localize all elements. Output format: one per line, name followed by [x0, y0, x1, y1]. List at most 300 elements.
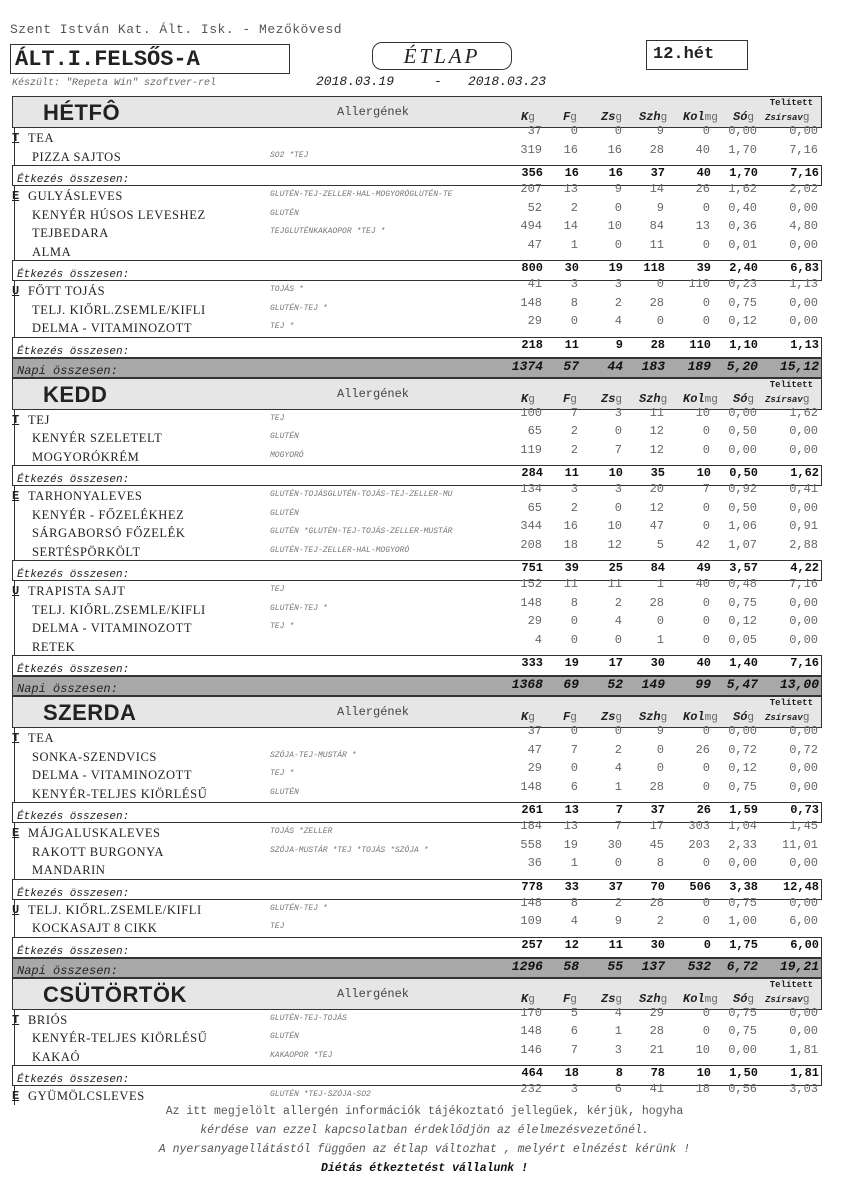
value-cell: 0 — [702, 295, 710, 310]
value-cell: 356 — [521, 166, 543, 180]
column-unit: g — [660, 112, 668, 124]
value-cell: 2,40 — [729, 261, 758, 275]
value-cell: 17 — [608, 656, 623, 670]
row-marker — [14, 918, 15, 937]
column-unit: g — [570, 993, 577, 1006]
value-cell: 6,00 — [790, 937, 819, 952]
column-header-0 — [521, 992, 535, 1006]
row-marker — [14, 842, 15, 861]
value-cell: 2 — [614, 742, 622, 757]
column-label: Zsírsav — [765, 394, 803, 405]
value-cell: 2 — [656, 914, 664, 928]
item-allergens: TEJ — [270, 585, 285, 594]
column-header-3 — [639, 392, 667, 406]
value-cell: 0,12 — [728, 314, 757, 328]
value-cell: 4,22 — [790, 561, 819, 575]
item-name: MÁJGALUSKALEVES — [28, 826, 161, 840]
value-cell: 1 — [614, 779, 622, 794]
value-cell: 3 — [614, 1042, 622, 1057]
value-cell: 751 — [521, 561, 543, 575]
daily-total-row — [12, 676, 822, 696]
value-cell: 0 — [570, 761, 578, 775]
value-cell: 41 — [649, 1082, 664, 1096]
value-cell: 0 — [656, 761, 664, 775]
value-cell: 148 — [520, 1024, 542, 1038]
value-cell: 20 — [649, 482, 664, 496]
value-cell: 148 — [520, 595, 542, 610]
value-cell: 0,00 — [789, 724, 818, 738]
value-cell: 1 — [570, 856, 578, 870]
item-allergens: GLUTÉN — [270, 208, 299, 218]
item-allergens: GLUTÉN *TEJ-SZÓJA-SO2 — [270, 1090, 371, 1099]
footer-diet-note: Diétás étkeztetést vállalunk ! — [320, 1162, 529, 1175]
column-unit: g — [747, 712, 755, 724]
value-cell: 11 — [564, 466, 579, 480]
value-cell: 152 — [520, 577, 542, 591]
value-cell: 0 — [702, 856, 710, 870]
page-title: ÉTLAP — [372, 42, 512, 70]
value-cell: 0,91 — [789, 519, 818, 533]
column-label: Só — [733, 710, 748, 724]
meal-code: T — [12, 412, 20, 427]
value-cell: 25 — [608, 561, 623, 575]
value-cell: 37 — [608, 879, 623, 894]
value-cell: 0,12 — [728, 614, 757, 628]
item-allergens: SZÓJA-TEJ-MUSTÁR * — [270, 750, 357, 760]
value-cell: 0,00 — [789, 895, 818, 910]
value-cell: 2,33 — [728, 837, 757, 852]
column-unit: g — [615, 393, 623, 406]
column-label: Zsírsav — [765, 994, 803, 1005]
item-name: GULYÁSLEVES — [28, 189, 123, 203]
value-cell: 1374 — [511, 358, 543, 374]
value-cell: 207 — [520, 182, 542, 196]
value-cell: 134 — [520, 482, 542, 496]
value-cell: 0,72 — [789, 742, 818, 757]
item-allergens: GLUTÉN-TEJ * — [270, 303, 328, 313]
column-header-6 — [765, 392, 809, 406]
value-cell: 99 — [695, 677, 711, 692]
item-name: KENYÉR-TELJES KIÖRLÉSŰ — [32, 786, 208, 801]
column-header-2 — [601, 392, 622, 406]
column-header-0 — [521, 710, 535, 724]
value-cell: 7 — [614, 442, 622, 457]
school-name: Szent István Kat. Ált. Isk. - Mezőkövesd — [10, 22, 343, 37]
column-label: K — [521, 710, 529, 724]
value-cell: 0,00 — [789, 500, 818, 515]
value-cell: 0 — [702, 761, 710, 775]
column-header-1 — [563, 110, 577, 124]
value-cell: 137 — [641, 958, 665, 974]
value-cell: 532 — [687, 958, 711, 974]
column-unit: g — [747, 112, 755, 124]
column-header-6 — [765, 992, 809, 1006]
value-cell: 0,72 — [728, 742, 757, 757]
menu-item-row — [12, 856, 822, 879]
value-cell: 0 — [614, 724, 622, 738]
value-cell: 4 — [570, 914, 578, 928]
row-marker — [14, 600, 15, 619]
value-cell: 303 — [688, 819, 710, 833]
value-cell: 0,00 — [789, 124, 818, 138]
item-allergens: GLUTÉN — [270, 432, 299, 441]
item-name: ALMA — [32, 244, 72, 259]
value-cell: 0 — [656, 742, 664, 757]
value-cell: 30 — [564, 261, 579, 275]
item-name: DELMA - VITAMINOZOTT — [32, 321, 193, 335]
value-cell: 16 — [563, 519, 578, 533]
column-label: Só — [733, 110, 748, 124]
meal-code: E — [12, 1089, 20, 1103]
value-cell: 11 — [649, 405, 664, 420]
row-marker — [14, 860, 15, 879]
value-cell: 8 — [570, 295, 578, 310]
value-cell: 0,00 — [728, 124, 757, 138]
value-cell: 1,70 — [728, 142, 757, 157]
column-label: F — [563, 710, 571, 724]
row-marker — [14, 637, 15, 656]
value-cell: 19,21 — [779, 958, 819, 974]
value-cell: 16 — [608, 166, 623, 180]
value-cell: 2 — [614, 595, 622, 610]
day-name: HÉTFÔ — [43, 100, 121, 125]
meal-code: T — [12, 131, 20, 145]
value-cell: 800 — [521, 261, 543, 275]
meal-total-label: Étkezés összesen: — [17, 345, 130, 358]
value-cell: 7,16 — [789, 142, 818, 157]
value-cell: 4 — [614, 614, 622, 628]
column-label: Zs — [601, 391, 616, 406]
value-cell: 40 — [696, 656, 711, 670]
column-unit: g — [570, 112, 577, 124]
column-unit: g — [802, 112, 810, 124]
value-cell: 1,62 — [789, 405, 818, 420]
item-name: DELMA - VITAMINOZOTT — [32, 621, 193, 635]
value-cell: 10 — [607, 519, 622, 533]
value-cell: 35 — [650, 466, 665, 480]
item-name: PIZZA SAJTOS — [32, 149, 122, 164]
row-marker — [14, 147, 15, 166]
value-cell: 13 — [695, 219, 710, 233]
meal-total-row — [12, 655, 822, 676]
value-cell: 184 — [520, 819, 542, 833]
column-unit: mg — [704, 993, 718, 1006]
value-cell: 0,75 — [728, 295, 757, 310]
allergens-header: Allergének — [337, 986, 410, 1001]
column-header-5 — [733, 392, 754, 406]
value-cell: 8 — [570, 595, 578, 610]
value-cell: 8 — [570, 895, 578, 910]
item-name: TELJ. KIŐRL.ZSEMLE/KIFLI — [32, 302, 206, 317]
value-cell: 0 — [702, 442, 710, 457]
value-cell: 148 — [520, 779, 542, 794]
value-cell: 9 — [614, 182, 622, 196]
value-cell: 110 — [688, 277, 710, 291]
menu-item-row — [12, 779, 822, 803]
value-cell: 0,00 — [728, 1042, 757, 1057]
value-cell: 0 — [656, 277, 664, 291]
value-cell: 464 — [521, 1066, 543, 1080]
item-allergens: TEJ * — [270, 322, 295, 331]
value-cell: 3 — [614, 482, 622, 496]
item-name: DELMA - VITAMINOZOTT — [32, 768, 193, 782]
item-allergens: GLUTÉN-TEJ-TOJÁS — [270, 1013, 347, 1023]
menu-item-row — [12, 442, 822, 466]
item-allergens: TEJGLUTÉNKAKAOPOR *TEJ * — [270, 227, 386, 236]
value-cell: 28 — [649, 295, 664, 310]
value-cell: 0 — [656, 314, 664, 328]
value-cell: 3 — [570, 482, 578, 496]
value-cell: 6 — [570, 779, 578, 794]
value-cell: 15,12 — [779, 358, 819, 374]
value-cell: 45 — [649, 837, 664, 852]
menu-item-row — [12, 314, 822, 337]
column-unit: g — [802, 712, 810, 724]
column-label: Szh — [639, 391, 661, 406]
item-allergens: SO2 *TEJ — [270, 150, 309, 160]
value-cell: 1 — [656, 577, 664, 591]
meal-code: U — [12, 902, 20, 917]
value-cell: 36 — [527, 856, 542, 870]
value-cell: 2,88 — [789, 537, 818, 552]
item-allergens: SZÓJA-MUSTÁR *TEJ *TOJÁS *SZÓJA * — [270, 845, 429, 855]
item-name: RETEK — [32, 639, 76, 654]
value-cell: 6 — [570, 1024, 578, 1038]
value-cell: 9 — [615, 337, 623, 352]
value-cell: 0,00 — [789, 295, 818, 310]
row-marker — [14, 1028, 15, 1047]
column-header-3 — [639, 992, 667, 1006]
column-unit: g — [615, 712, 623, 724]
value-cell: 9 — [656, 200, 664, 215]
value-cell: 13 — [564, 803, 579, 817]
item-allergens: GLUTÉN — [270, 1032, 299, 1041]
value-cell: 47 — [527, 237, 542, 252]
value-cell: 3,38 — [729, 879, 758, 894]
allergens-header: Allergének — [337, 705, 410, 719]
value-cell: 65 — [527, 500, 542, 515]
day-name: SZERDA — [43, 700, 137, 725]
value-cell: 0 — [570, 632, 578, 647]
column-header-3 — [639, 110, 667, 124]
value-cell: 0,00 — [789, 442, 818, 457]
meal-total-label: Étkezés összesen: — [17, 174, 130, 186]
value-cell: 1,10 — [729, 337, 758, 352]
value-cell: 7 — [614, 819, 622, 833]
column-header-0 — [521, 392, 535, 406]
item-allergens: GLUTÉN — [270, 787, 299, 797]
column-header-6 — [765, 110, 809, 124]
row-marker — [14, 428, 15, 447]
value-cell: 0,75 — [728, 1005, 757, 1020]
value-cell: 10 — [607, 219, 622, 233]
value-cell: 284 — [521, 466, 543, 480]
item-name: FŐTT TOJÁS — [28, 284, 106, 298]
value-cell: 18 — [695, 1082, 710, 1096]
column-unit: g — [660, 993, 668, 1006]
value-cell: 0 — [702, 519, 710, 533]
column-header-2 — [601, 992, 622, 1006]
value-cell: 1296 — [511, 958, 543, 974]
row-marker — [14, 618, 15, 637]
meal-code: E — [12, 489, 20, 503]
value-cell: 0,50 — [728, 424, 757, 438]
column-unit: mg — [704, 112, 718, 124]
row-marker — [14, 242, 15, 261]
menu-item-row — [12, 914, 822, 937]
value-cell: 5 — [570, 1005, 578, 1020]
value-cell: 0,00 — [789, 237, 818, 252]
saturated-header: Telített — [769, 698, 813, 708]
value-cell: 28 — [649, 1024, 664, 1038]
value-cell: 0,00 — [789, 856, 818, 870]
value-cell: 0,40 — [728, 200, 757, 215]
value-cell: 5,20 — [726, 358, 758, 374]
value-cell: 12 — [607, 537, 622, 552]
item-allergens: GLUTÉN-TEJ * — [270, 603, 328, 613]
column-header-6 — [765, 710, 809, 724]
value-cell: 494 — [520, 219, 542, 233]
item-allergens: GLUTÉN-TOJÁSGLUTÉN-TOJÁS-TEJ-ZELLER-MU — [270, 490, 453, 499]
column-label: K — [521, 391, 529, 406]
value-cell: 0 — [614, 237, 622, 252]
value-cell: 70 — [650, 879, 665, 894]
column-header-3 — [639, 710, 667, 724]
value-cell: 37 — [527, 724, 542, 738]
value-cell: 148 — [520, 295, 542, 310]
value-cell: 9 — [656, 124, 664, 138]
value-cell: 1,81 — [789, 1042, 818, 1057]
value-cell: 1 — [614, 1024, 622, 1038]
date-from: 2018.03.19 — [316, 74, 395, 89]
item-allergens: TEJ * — [270, 622, 295, 631]
item-name: KOCKASAJT 8 CIKK — [32, 921, 158, 935]
value-cell: 58 — [563, 958, 579, 974]
item-name: RAKOTT BURGONYA — [32, 844, 165, 859]
column-label: Zs — [601, 710, 616, 724]
value-cell: 8 — [615, 1066, 623, 1080]
value-cell: 0,12 — [728, 761, 757, 775]
meal-total-label: Étkezés összesen: — [17, 1074, 130, 1086]
value-cell: 52 — [607, 677, 623, 692]
value-cell: 5 — [656, 537, 664, 552]
value-cell: 0 — [702, 500, 710, 515]
column-label: Szh — [639, 991, 661, 1006]
row-marker — [14, 747, 15, 766]
item-allergens: GLUTÉN-TEJ-ZELLER-HAL-MOGYORÓ — [270, 545, 410, 555]
value-cell: 257 — [521, 937, 543, 952]
week-number: 12.hét — [646, 40, 748, 70]
daily-total-row — [12, 958, 822, 978]
meal-total-label: Étkezés összesen: — [17, 945, 130, 958]
item-name: TEJBEDARA — [32, 226, 109, 240]
value-cell: 14 — [563, 219, 578, 233]
column-header-5 — [733, 110, 754, 124]
value-cell: 0 — [702, 895, 710, 910]
value-cell: 0 — [702, 314, 710, 328]
value-cell: 3 — [614, 405, 622, 420]
value-cell: 42 — [695, 537, 710, 552]
value-cell: 0,00 — [728, 405, 757, 420]
value-cell: 1368 — [511, 677, 543, 692]
row-marker — [14, 542, 15, 561]
value-cell: 0 — [702, 237, 710, 252]
column-label: K — [521, 110, 529, 124]
column-unit: g — [615, 993, 623, 1006]
value-cell: 0,00 — [789, 632, 818, 647]
value-cell: 26 — [695, 182, 710, 196]
value-cell: 0,00 — [789, 761, 818, 775]
column-label: F — [563, 110, 571, 124]
value-cell: 0 — [614, 424, 622, 438]
value-cell: 0,92 — [728, 482, 757, 496]
value-cell: 118 — [643, 261, 665, 275]
value-cell: 2 — [614, 895, 622, 910]
value-cell: 28 — [650, 337, 665, 352]
row-marker — [14, 318, 15, 337]
row-marker — [14, 523, 15, 542]
value-cell: 3,57 — [729, 561, 758, 575]
column-label: K — [521, 991, 529, 1006]
column-header-2 — [601, 710, 622, 724]
value-cell: 6 — [614, 1082, 622, 1096]
item-name: TARHONYALEVES — [28, 489, 143, 503]
value-cell: 218 — [521, 337, 543, 352]
value-cell: 29 — [527, 314, 542, 328]
value-cell: 2 — [570, 424, 578, 438]
item-allergens: TOJÁS * — [270, 285, 304, 294]
meal-total-label: Étkezés összesen: — [17, 664, 130, 676]
item-allergens: MOGYORÓ — [270, 450, 304, 460]
value-cell: 4 — [534, 632, 542, 647]
value-cell: 119 — [520, 442, 542, 457]
item-allergens: KAKAOPOR *TEJ — [270, 1050, 333, 1060]
value-cell: 1,13 — [790, 337, 819, 352]
column-label: F — [563, 991, 571, 1006]
item-allergens: TOJÁS *ZELLER — [270, 827, 333, 836]
value-cell: 0,36 — [728, 219, 757, 233]
value-cell: 18 — [563, 537, 578, 552]
saturated-header: Telített — [769, 979, 813, 990]
value-cell: 18 — [564, 1066, 579, 1080]
value-cell: 333 — [521, 656, 543, 670]
value-cell: 232 — [520, 1082, 542, 1096]
column-header-4 — [683, 992, 718, 1006]
value-cell: 10 — [695, 1042, 710, 1057]
item-name: KENYÉR SZELETELT — [32, 431, 163, 445]
row-marker — [14, 223, 15, 242]
item-name: MOGYORÓKRÉM — [32, 449, 140, 464]
value-cell: 4 — [614, 761, 622, 775]
value-cell: 0,00 — [789, 200, 818, 215]
value-cell: 65 — [527, 424, 542, 438]
column-unit: g — [570, 393, 577, 406]
meal-code: T — [12, 731, 20, 745]
value-cell: 11 — [564, 337, 579, 352]
daily-total-label: Napi összesen: — [17, 963, 118, 978]
value-cell: 558 — [520, 837, 542, 852]
item-name: TEJ — [28, 412, 50, 427]
value-cell: 11 — [563, 577, 578, 591]
value-cell: 5,47 — [726, 677, 758, 692]
column-header-0 — [521, 110, 535, 124]
value-cell: 7,16 — [790, 166, 819, 180]
value-cell: 3,03 — [789, 1082, 818, 1096]
value-cell: 7,16 — [790, 656, 819, 670]
date-separator: - — [434, 74, 442, 89]
column-unit: g — [615, 112, 623, 124]
value-cell: 0,75 — [728, 1024, 757, 1038]
